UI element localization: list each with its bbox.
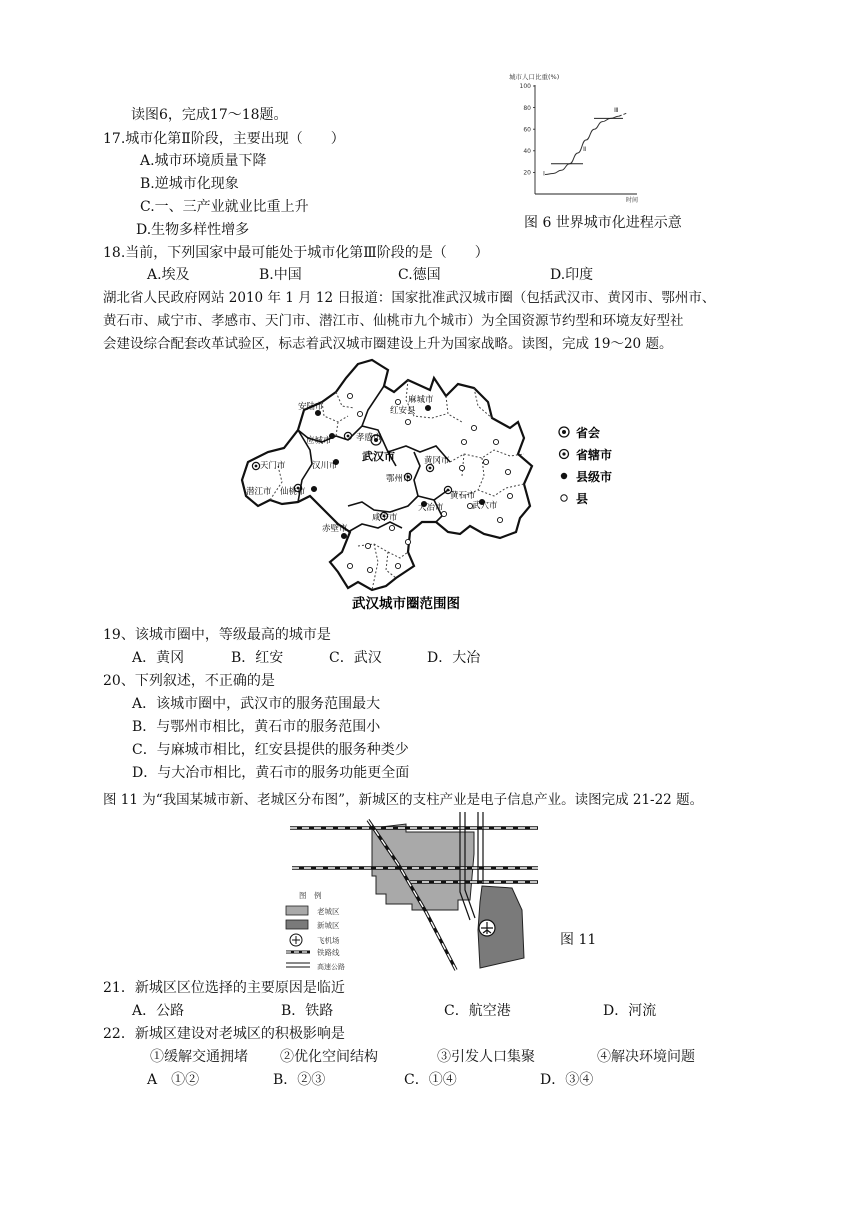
map-label-ezhou: 鄂州市 (386, 474, 412, 484)
map-label-anlu: 安陆市 (298, 402, 324, 412)
q22-statement-4: ④解决环境问题 (597, 1049, 695, 1065)
county-legend-icon (561, 495, 567, 501)
county-marker (507, 493, 512, 498)
map-label-daye: 大冶市 (418, 503, 444, 513)
chart-ylabel: 城市人口比重(%) (509, 73, 560, 81)
xiaogan-marker-center (347, 435, 350, 438)
airport-icon (479, 920, 495, 936)
map-label-xianning: 咸宁市 (372, 513, 398, 523)
county-marker (357, 411, 362, 416)
q19-option-c: C．武汉 (329, 650, 382, 666)
county-marker (497, 517, 502, 522)
q19-option-d: D．大冶 (427, 650, 481, 666)
county-marker (365, 543, 370, 548)
q17-option-d: D.生物多样性增多 (136, 222, 250, 238)
fig11-legend (286, 890, 345, 971)
county-marker (461, 439, 466, 444)
q19-option-b: B．红安 (231, 650, 284, 666)
fig6-caption: 图 6 世界城市化进程示意 (524, 215, 682, 231)
q22-option-c: C．①④ (404, 1072, 457, 1088)
county-marker (395, 563, 400, 568)
stage-label-2: Ⅱ (583, 144, 587, 153)
map-label-huanggang: 黄冈市 (424, 456, 450, 466)
old-new-city-map (280, 812, 540, 972)
q21-option-c: C．航空港 (444, 1003, 511, 1019)
q22-statement-3: ③引发人口集聚 (437, 1049, 535, 1065)
map-label-wuxue: 武穴市 (472, 501, 498, 511)
q20-option-c: C．与麻城市相比，红安县提供的服务种类少 (132, 742, 409, 758)
map-label-macheng: 麻城市 (408, 395, 434, 405)
county-marker (347, 393, 352, 398)
intro-line: 读图6，完成17～18题。 (131, 107, 288, 123)
q22-option-d: D．③④ (540, 1072, 594, 1088)
fig11-intro: 图 11 为“我国某城市新、老城区分布图”，新城区的支柱产业是电子信息产业。读图完成 21-22 题。 (103, 792, 704, 808)
q20-stem: 20、下列叙述，不正确的是 (103, 673, 275, 689)
county-marker (459, 465, 464, 470)
chibi-marker (341, 533, 346, 538)
map-label-tianmen: 天门市 (260, 461, 286, 471)
map-label-hongan: 红安县 (390, 406, 416, 416)
q21-option-a: A．公路 (132, 1003, 185, 1019)
q22-option-a: A ①② (147, 1072, 200, 1088)
legend-airport-label: 飞机场 (317, 936, 340, 945)
q20-option-d: D．与大冶市相比，黄石市的服务功能更全面 (132, 765, 410, 781)
map-label-xiantao: 仙桃市 (280, 487, 306, 497)
chart-xlabel: 时间 (626, 197, 639, 204)
urbanization-curve (545, 116, 619, 174)
y-tick-label: 80 (523, 104, 531, 112)
q17-option-c: C.一、三产业就业比重上升 (140, 199, 309, 215)
q22-option-b: B．②③ (273, 1072, 326, 1088)
q22-statement-1: ①缓解交通拥堵 (150, 1049, 248, 1065)
q21-option-b: B．铁路 (281, 1003, 334, 1019)
map-label-xiaogan: 孝感市 (356, 433, 382, 443)
q21-option-d: D．河流 (603, 1003, 657, 1019)
legend-county-city: 县级市 (576, 470, 613, 484)
map-label-hanchuan: 汉川市 (312, 461, 338, 471)
legend-new-city-label: 新城区 (317, 921, 340, 930)
county-marker (389, 525, 394, 530)
q17-option-b: B.逆城市化现象 (140, 176, 239, 192)
q21-stem: 21．新城区区位选择的主要原因是临近 (103, 980, 345, 996)
q18-option-d: D.印度 (550, 267, 594, 283)
fig11-caption: 图 11 (560, 932, 597, 948)
stage-label-1: Ⅰ (543, 169, 545, 178)
stage-label-3: Ⅲ (614, 105, 619, 114)
huanggang-marker-center (429, 467, 432, 470)
tianmen-marker-center (255, 465, 258, 468)
county-marker (471, 425, 476, 430)
q19-stem: 19、该城市圈中，等级最高的城市是 (103, 627, 331, 643)
legend-prefecture-city: 省辖市 (576, 448, 613, 462)
legend-highway-label: 高速公路 (317, 963, 345, 971)
legend-old-city-label: 老城区 (317, 907, 340, 916)
q17-option-a: A.城市环境质量下降 (140, 153, 267, 169)
y-tick-label: 20 (523, 169, 531, 177)
county-marker (493, 439, 498, 444)
q18-option-a: A.埃及 (147, 267, 190, 283)
map-title: 武汉城市圈范围图 (352, 596, 460, 612)
legend-new-city-swatch (286, 920, 308, 929)
legend-railway-label: 铁路线 (317, 948, 340, 957)
y-tick-label: 40 (523, 148, 531, 155)
q17-stem: 17.城市化第Ⅱ阶段，主要出现（ ） (103, 131, 345, 147)
q18-option-c: C.德国 (398, 267, 441, 283)
q18-stem: 18.当前，下列国家中最可能处于城市化第Ⅲ阶段的是（ ） (103, 245, 489, 261)
county-marker (483, 459, 488, 464)
urbanization-chart (505, 70, 645, 206)
map-label-qianjiang: 潜江市 (246, 487, 272, 497)
county-marker (367, 567, 372, 572)
q20-option-b: B．与鄂州市相比，黄石市的服务范围小 (132, 719, 381, 735)
map-label-wuhan: 武汉市 (362, 450, 395, 463)
q20-option-a: A．该城市圈中，武汉市的服务范围最大 (132, 696, 381, 712)
q22-stem: 22．新城区建设对老城区的积极影响是 (103, 1026, 345, 1042)
county-city-legend-icon (561, 473, 567, 479)
q18-option-b: B.中国 (259, 267, 302, 283)
map-label-chibi: 赤壁市 (322, 524, 348, 534)
passage-line-2: 黄石市、咸宁市、孝感市、天门市、潜江市、仙桃市九个城市）为全国资源节约型和环境友好型社 (103, 313, 684, 329)
y-tick-label: 60 (523, 126, 531, 134)
legend-old-city-swatch (286, 906, 308, 915)
passage-line-1: 湖北省人民政府网站 2010 年 1 月 12 日报道：国家批准武汉城市圈（包括武汉市、黄冈市、鄂州市、 (103, 290, 716, 306)
county-marker (405, 539, 410, 544)
fig11-legend-title: 图 例 (299, 891, 322, 900)
urbanization-curve-projection (619, 113, 627, 116)
xiantao-marker (311, 486, 316, 491)
map-label-yingcheng: 应城市 (306, 436, 332, 446)
q19-option-a: A．黄冈 (132, 650, 185, 666)
wuhan-city-circle-map (238, 356, 628, 618)
county-marker (395, 399, 400, 404)
q22-statement-2: ②优化空间结构 (280, 1049, 378, 1065)
passage-line-3: 会建设综合配套改革试验区，标志着武汉城市圈建设上升为国家战略。读图，完成 19～20 题。 (103, 336, 673, 352)
map-legend (559, 425, 612, 506)
legend-provincial-capital: 省会 (576, 426, 601, 440)
huangshi-marker-center (447, 489, 450, 492)
county-marker (505, 469, 510, 474)
county-marker (405, 419, 410, 424)
county-marker (347, 563, 352, 568)
legend-county: 县 (576, 492, 589, 506)
y-tick-label: 100 (519, 83, 531, 91)
macheng-marker (425, 405, 430, 410)
map-label-huangshi: 黄石市 (450, 491, 476, 501)
